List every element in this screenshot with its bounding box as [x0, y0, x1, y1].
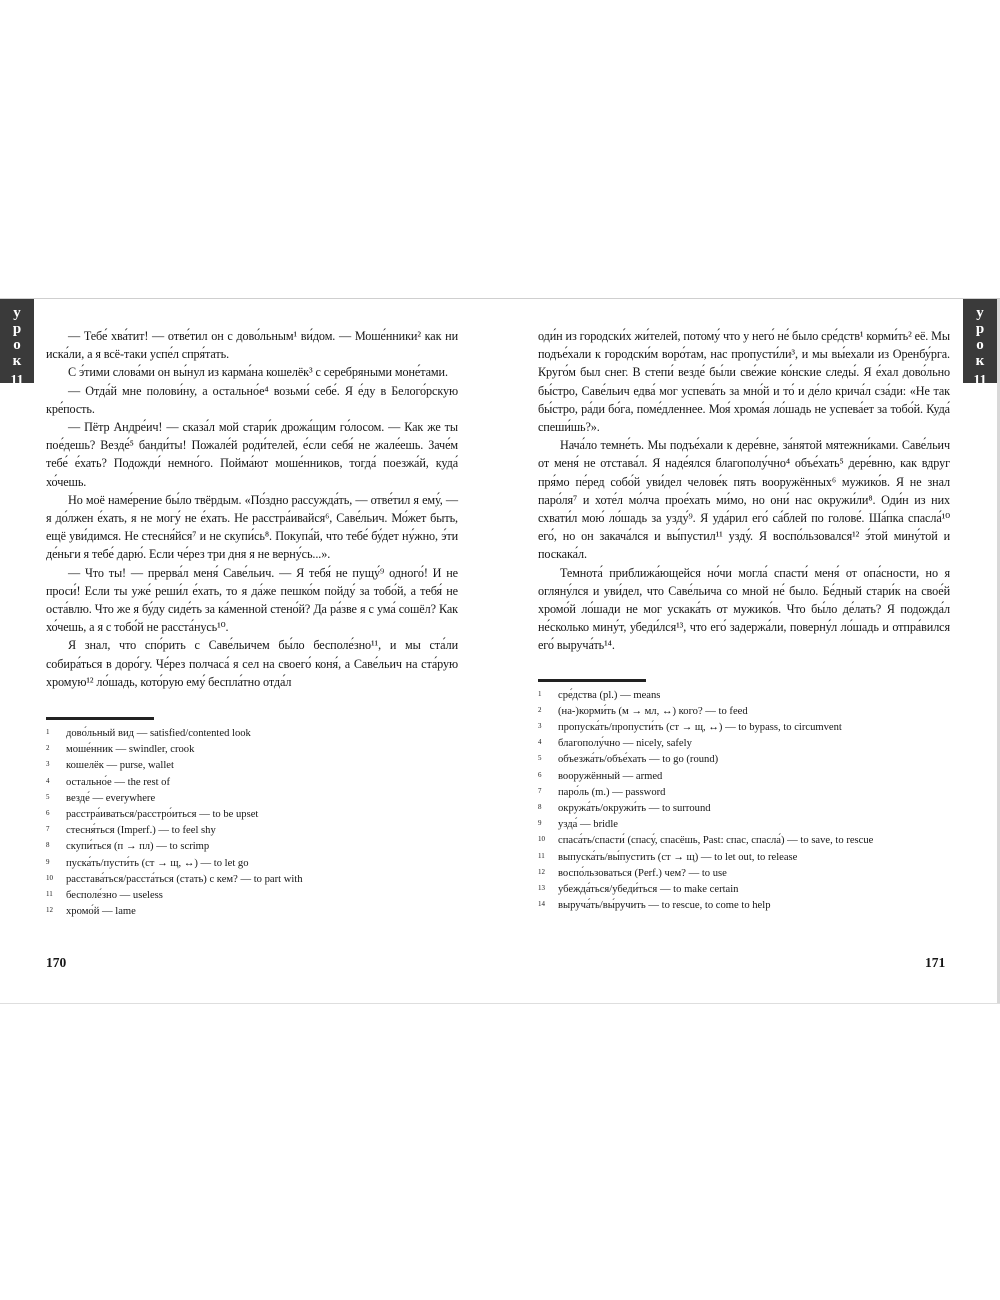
paragraph: — Пётр Андре́ич! — сказа́л мой стари́к дрожа́щим го́лосом. — Как же ты пое́дешь? Везде́⁵ банди́ты! Пожале́й роди́телей, е́сли себя́ не жале́ешь. Заче́м тебе́ е́хать? Подожди́ немно́го. Пойма́ют моше́нников, тогда́ поезжа́й, куда́ хо́чешь. — [46, 420, 458, 489]
footnote: 6 расстра́иваться/расстро́иться — to be upset — [46, 809, 259, 821]
footnote: 2 (на-)корми́ть (м → мл, ↔) кого? — to feed — [538, 705, 748, 717]
footnote: 7 паро́ль (m.) — password — [538, 786, 666, 798]
footnote-rule — [538, 679, 646, 682]
footnote: 13 убежда́ться/убеди́ться — to make certain — [538, 884, 739, 896]
paragraph: Темнота́ приближа́ющейся но́чи могла́ спасти́ меня́ от опа́сности, но я огляну́лся и уви́дел, что Саве́льича со мной не́ было. Бе́дный стари́к на свое́й хромо́й ло́шади не мог ускака́ть от мужико́в. Что бы́ло де́лать? Я подожда́л не́сколько мину́т, убеди́лся¹³, что его́ задержа́ли, поверну́л ло́шадь и отпра́вился его́ выруча́ть¹⁴. — [538, 565, 950, 653]
footnote: 7 стесня́ться (Imperf.) — to feel shy — [46, 825, 216, 837]
footnote: 12 воспо́льзоваться (Perf.) чем? — to use — [538, 867, 727, 879]
footnote: 1 сре́дства (pl.) — means — [538, 689, 661, 701]
page-right-body — [538, 327, 950, 655]
footnote: 6 вооружённый — armed — [538, 770, 663, 782]
footnote: 1 дово́льный вид — satisfied/contented look — [46, 728, 251, 740]
paragraph: С э́тими слова́ми он вы́нул из карма́на кошелёк³ с серебряными моне́тами. — [68, 365, 448, 380]
footnote: 10 спаса́ть/спасти́ (спасу́, спасёшь, Past: спас, спасла́) — to save, to rescue — [538, 835, 874, 847]
footnote: 10 расстава́ться/расста́ться (стать) с кем? — to part with — [46, 873, 303, 885]
page-number-left: 170 — [46, 955, 67, 970]
footnote: 14 выруча́ть/вы́ручить — to rescue, to come to help — [538, 900, 771, 912]
footnote: 3 пропуска́ть/пропусти́ть (ст → щ, ↔) — to bypass, to circumvent — [538, 722, 842, 734]
footnote: 9 пуска́ть/пусти́ть (ст → щ, ↔) — to let go — [46, 857, 249, 869]
paragraph: оди́н из городски́х жи́телей, потому́ что у него́ не́ было сре́дств¹ корми́ть² её. Мы подъе́хали к городски́м воро́там, нас пропусти́ли³, и мы вы́ехали из Оренбу́рга. Круго́м был снег. В степи́ везде́ бы́ли све́жие ко́нские следы́. Я е́хал дово́льно бы́стро, Саве́льич едва́ мог успева́ть за мно́й и то́ и де́ло крича́л сза́ди: «Не так бы́стро, ра́ди бо́га, поме́дленнее. Моя́ хрома́я ло́шадь не успева́ет за тобо́й. Куда́ спеши́шь?». — [538, 329, 950, 435]
footnote: 4 благополу́чно — nicely, safely — [538, 738, 692, 750]
paragraph: — Тебе́ хва́тит! — отве́тил он с дово́льным¹ ви́дом. — Моше́нники² как ни иска́ли, а я всё-таки успе́л спря́тать. — [46, 329, 458, 362]
paragraph: Я знал, что спо́рить с Саве́льичем бы́ло бесполе́зно¹¹, и мы ста́ли собира́ться в доро́гу. Че́рез полчаса́ я сел на своего́ коня́, а Саве́льич на ста́рую хромую¹² ло́шадь, кото́рую ему́ беспла́тно отда́л — [46, 638, 458, 689]
footnote: 2 моше́нник — swindler, crook — [46, 744, 195, 756]
footnote: 8 скупи́ться (п → пл) — to scrimp — [46, 841, 210, 853]
footnote: 8 окружа́ть/окружи́ть — to surround — [538, 803, 711, 815]
footnote-rule — [46, 717, 154, 720]
paragraph: Нача́ло темне́ть. Мы подъе́хали к дере́вне, за́нятой мятежни́ками. Саве́льич от меня́ не отстава́л. Я наде́ялся благополу́чно⁴ объе́хать⁵ дере́вню, как вдруг пря́мо пе́ред собо́й уви́дел челове́к пять вооружённых⁶ мужико́в. Я не знал паро́ля⁷ и хоте́л мо́лча прое́хать ми́мо, но они́ нас окружи́ли⁸. Оди́н из них схвати́л мою́ ло́шадь за узду́⁹. Я уда́рил его́ са́блей по голове́. Ша́пка спасла́¹⁰ его́, но он закача́лся и вы́пустил¹¹ узду́. Я воспо́льзовался¹² э́той мину́той и поскака́л. — [538, 438, 950, 562]
page-right — [538, 327, 950, 915]
page-left-body — [46, 327, 458, 691]
lesson-tab-right — [963, 299, 997, 388]
footnotes-left — [46, 726, 458, 920]
footnote: 4 остально́е — the rest of — [46, 776, 170, 788]
lesson-tab-word: у р о к — [12, 305, 22, 369]
footnote: 3 кошелёк — purse, wallet — [46, 760, 174, 772]
paragraph: — Отда́й мне полови́ну, а остально́е⁴ возьми́ себе́. Я е́ду в Белого́рскую кре́пость. — [46, 383, 458, 416]
page-left — [46, 327, 458, 921]
footnote: 9 узда́ — bridle — [538, 819, 618, 831]
lesson-tab-left — [0, 299, 34, 388]
lesson-tab-number: 11 — [973, 373, 987, 388]
footnotes-right — [538, 688, 950, 915]
page-number-right: 171 — [925, 955, 946, 970]
footnote: 12 хромо́й — lame — [46, 906, 136, 918]
paragraph: — Что ты! — прерва́л меня́ Саве́льич. — Я тебя́ не пущу́⁹ одного́! И не проси́! Если ты уже́ реши́л е́хать, то я да́же пешко́м пойду́ за тобо́й, а тебя́ не оста́влю. Что же я бу́ду сиде́ть за ка́менной стено́й? Да ра́зве я с ума́ сошёл? Как хо́чешь, а я с тобо́й не расста́нусь¹⁰. — [46, 565, 458, 635]
book-spread — [0, 298, 1000, 1004]
footnote: 11 выпуска́ть/вы́пустить (ст → щ) — to let out, to release — [538, 851, 798, 863]
lesson-tab-number: 11 — [10, 373, 24, 388]
footnote: 5 объезжа́ть/объе́хать — to go (round) — [538, 754, 719, 766]
footnote: 11 бесполе́зно — useless — [46, 890, 163, 902]
lesson-tab-word: у р о к — [975, 305, 985, 369]
footnote: 5 везде́ — everywhere — [46, 792, 156, 804]
paragraph: Но моё наме́рение бы́ло твёрдым. «По́здно рассужда́ть, — отве́тил я ему́, — я до́лжен е́хать, я не могу́ не е́хать. Не расстра́ивайся⁶, Саве́льич. Мо́жет быть, ещё уви́димся. Не стесня́йся⁷ и не скупи́сь⁸. Покупа́й, что тебе́ бу́дет ну́жно, э́ти де́ньги я тебе́ дарю́. Если че́рез три дня я не верну́сь...». — [46, 492, 458, 562]
